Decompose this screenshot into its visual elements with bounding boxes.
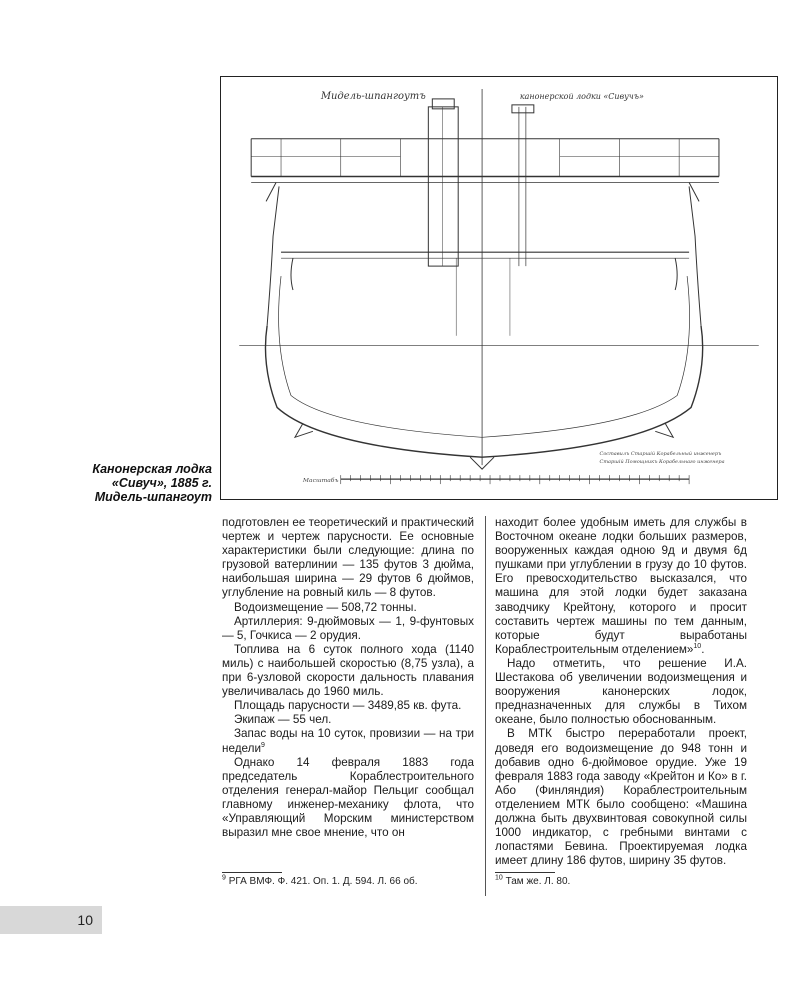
paragraph <box>222 756 474 841</box>
paragraph-text: Водоизмещение — 508,72 тонны. <box>234 600 417 614</box>
drawing-title-right: канонерской лодки «Сивучъ» <box>519 91 644 101</box>
paragraph <box>222 601 474 615</box>
footnote-number: 9 <box>222 874 226 882</box>
paragraph-text: Надо отметить, что решение И.А. Шестакова об увеличении водоизмещения и вооружения канонерских лодок, предназначенных для службы в Тихом океане, было полностью обоснованным. <box>495 656 747 727</box>
drawing-title-left: Мидель-шпангоутъ <box>320 90 426 102</box>
starboard-side-frame <box>689 186 701 325</box>
right-text-column <box>495 516 747 868</box>
paragraph <box>495 727 747 868</box>
port-bilge-keel <box>295 423 313 437</box>
paragraph-text: Запас воды на 10 суток, провизии — на три недели <box>222 727 474 755</box>
starboard-bilge-keel <box>655 423 673 437</box>
page-number: 10 <box>77 912 93 928</box>
paragraph-text: Площадь парусности — 3489,85 кв. фута. <box>234 699 462 713</box>
footnote-rule <box>222 872 282 873</box>
hull-cross-section-svg <box>221 77 777 499</box>
paragraph-tail: . <box>701 642 705 656</box>
paragraph <box>495 516 747 657</box>
paragraph-text: Экипаж — 55 чел. <box>234 713 332 727</box>
footnote-ref: 10 <box>693 642 702 650</box>
inner-frame <box>279 276 690 437</box>
paragraph <box>222 713 474 727</box>
scale-label: Масштабъ <box>302 477 339 485</box>
footnote-number: 10 <box>495 874 503 882</box>
footnote-rule <box>495 872 555 873</box>
page-number-tab <box>0 906 102 934</box>
paragraph-text: Топлива на 6 суток полного хода (1140 миль) с наибольшей скоростью (8,75 узла), а при 6-узловой скорости дальность плавания увеличивалась до 1960 миль. <box>222 642 474 699</box>
footnote-text: РГА ВМФ. Ф. 421. Оп. 1. Д. 594. Л. 66 об. <box>228 876 418 887</box>
footnote-ref: 9 <box>260 741 265 749</box>
paragraph <box>495 657 747 727</box>
paragraph <box>222 615 474 643</box>
funnel-cap <box>512 105 534 113</box>
paragraph <box>222 516 474 601</box>
port-side-frame <box>267 186 279 325</box>
paragraph <box>222 699 474 713</box>
paragraph <box>222 643 474 699</box>
footnote-right <box>495 872 570 888</box>
paragraph-text: находит более удобным иметь для службы в Восточном океане лодки больших размеров, вооруженных каждая одною 9д и двумя 6д пушками при углублении в грузу до 10 футов. Его превосходительство высказался, что машина для этой лодки будет заказана заводчику Крейтону, которого и просит составить чертеж машины по тем данным, которые будут выработаны Кораблестроительным отделением» <box>495 516 747 656</box>
left-text-column <box>222 516 474 840</box>
drawing-signature-line2: Старшій Помощникъ Корабельнаго инженера <box>599 459 725 466</box>
paragraph <box>222 727 474 755</box>
midship-section-drawing <box>220 76 778 500</box>
paragraph-text: В МТК быстро переработали проект, доведя его водоизмещение до 948 тонн и добавив одно 6-дюймовое орудие. Уже 19 февраля 1883 года заводу «Крейтон и Ко» в г. Або (Финляндия) Кораблестроительным отделением МТК было сообщено: «Машина должна быть двухвинтовая совокупной силы 1000 индикатор, с гребными винтами с лопастями Бевина. Проектируемая лодка имеет длину 186 футов, ширину 35 футов. <box>495 727 747 868</box>
drawing-signature-line1: Составилъ Старшій Корабельный инженеръ <box>599 451 722 458</box>
skylight-trunk <box>428 107 458 266</box>
footnote-text: Там же. Л. 80. <box>505 876 571 887</box>
paragraph-text: Артиллерия: 9-дюймовых — 1, 9-фунтовых — 5, Гочкиса — 2 орудия. <box>222 614 474 642</box>
footnote-left <box>222 872 418 888</box>
figure-caption: Канонерская лодка «Сивуч», 1885 г. Мидель-шпангоут <box>92 462 212 504</box>
paragraph-text: Однако 14 февраля 1883 года председатель Кораблестроительного отделения генерал-майор Пельциг сообщал главному инженер-механику флота, что «Управляющий Морским министерством выразил мне свое мнение, что он <box>222 755 474 840</box>
column-divider <box>485 516 486 896</box>
paragraph-text: подготовлен ее теоретический и практический чертеж и чертеж парусности. Ее основные характеристики были следующие: длина по грузовой ватерлинии — 135 футов 3 дюйма, наибольшая ширина — 29 футов 6 дюймов, углубление на ровный киль — 8 футов. <box>222 516 474 600</box>
